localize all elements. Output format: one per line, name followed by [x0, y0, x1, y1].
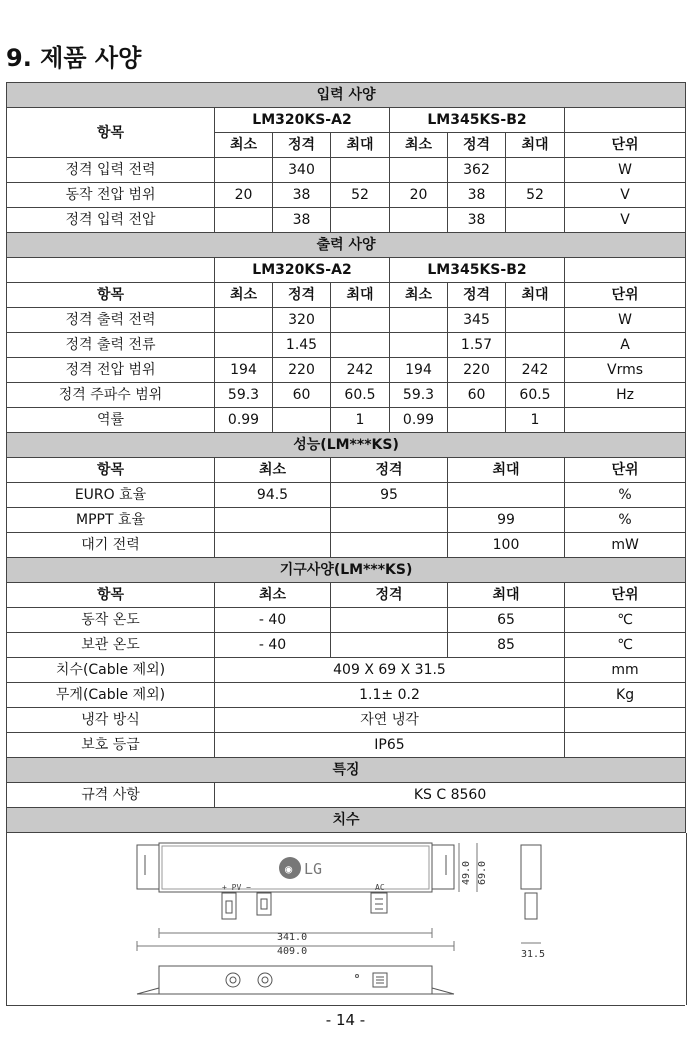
rated-value [331, 633, 448, 658]
header-max: 최대 [506, 283, 565, 308]
spec-table [6, 82, 686, 833]
section-features: 특징 [7, 758, 686, 783]
row-label: 보관 온도 [7, 633, 215, 658]
row-label: 역률 [7, 408, 215, 433]
header-item: 항목 [7, 283, 215, 308]
standard-value: KS C 8560 [215, 783, 686, 808]
model-a-value: 340 [273, 158, 331, 183]
header-rated: 정격 [448, 133, 506, 158]
table-row [7, 308, 686, 333]
model-b-value: 220 [448, 358, 506, 383]
model-b-value: 242 [506, 358, 565, 383]
table-row [7, 358, 686, 383]
model-b-value: 362 [448, 158, 506, 183]
table-row [7, 208, 686, 233]
header-rated: 정격 [448, 283, 506, 308]
unit-value: mW [565, 533, 686, 558]
row-label: 정격 주파수 범위 [7, 383, 215, 408]
model-a-value [331, 308, 390, 333]
table-row [7, 158, 686, 183]
model-a-value: 194 [215, 358, 273, 383]
row-label: 무게(Cable 제외) [7, 683, 215, 708]
table-row [7, 783, 686, 808]
unit-value: A [565, 333, 686, 358]
page-number: - 14 - [325, 1011, 366, 1029]
row-label: 정격 입력 전력 [7, 158, 215, 183]
model-b-value [390, 333, 448, 358]
model-b-value [506, 333, 565, 358]
row-label: 정격 출력 전류 [7, 333, 215, 358]
row-label: 동작 온도 [7, 608, 215, 633]
empty-cell [565, 258, 686, 283]
model-a-value: 60 [273, 383, 331, 408]
table-row [7, 383, 686, 408]
table-row [7, 483, 686, 508]
unit-value: % [565, 483, 686, 508]
row-label: 규격 사항 [7, 783, 215, 808]
unit-value: W [565, 308, 686, 333]
table-row [7, 533, 686, 558]
merged-value: 자연 냉각 [215, 708, 565, 733]
header-rated: 정격 [331, 458, 448, 483]
row-label: 대기 전력 [7, 533, 215, 558]
table-row [7, 408, 686, 433]
row-label: 보호 등급 [7, 733, 215, 758]
model-a-value [215, 208, 273, 233]
dimension-diagram [6, 833, 687, 1005]
table-row [7, 683, 686, 708]
model-a-value: 52 [331, 183, 390, 208]
row-label: 동작 전압 범위 [7, 183, 215, 208]
model-b-value [390, 308, 448, 333]
section-mechanical: 기구사양(LM***KS) [7, 558, 686, 583]
unit-value: ℃ [565, 633, 686, 658]
model-a-value: 38 [273, 183, 331, 208]
row-label: 정격 출력 전력 [7, 308, 215, 333]
page-title: 9. 제품 사양 [6, 44, 142, 72]
min-value: - 40 [215, 608, 331, 633]
header-max: 최대 [331, 283, 390, 308]
model-a-value [215, 333, 273, 358]
header-min: 최소 [215, 458, 331, 483]
model-b-value: 20 [390, 183, 448, 208]
model-a-value: 1 [331, 408, 390, 433]
merged-value: IP65 [215, 733, 565, 758]
rated-value [331, 508, 448, 533]
table-row [7, 458, 686, 483]
model-b-value: 60 [448, 383, 506, 408]
unit-value [565, 708, 686, 733]
model-b-value [506, 308, 565, 333]
unit-value: V [565, 208, 686, 233]
lg-logo-icon: ◉ [285, 862, 293, 876]
model-b-value: 59.3 [390, 383, 448, 408]
section-row [7, 808, 686, 833]
max-value: 99 [448, 508, 565, 533]
table-row [7, 333, 686, 358]
max-value [448, 483, 565, 508]
model-a-value: 20 [215, 183, 273, 208]
unit-value: ℃ [565, 608, 686, 633]
empty-cell [7, 258, 215, 283]
model-a-value: 38 [273, 208, 331, 233]
header-item: 항목 [7, 458, 215, 483]
min-value: 94.5 [215, 483, 331, 508]
model-b-value: 52 [506, 183, 565, 208]
unit-value: V [565, 183, 686, 208]
header-max: 최대 [331, 133, 390, 158]
row-label: EURO 효율 [7, 483, 215, 508]
ac-label: AC [375, 883, 385, 892]
header-unit: 단위 [565, 583, 686, 608]
max-value: 85 [448, 633, 565, 658]
model-a-value: 242 [331, 358, 390, 383]
model-a-value [331, 158, 390, 183]
height-b-label: 69.0 [477, 860, 488, 885]
model-b-value [506, 158, 565, 183]
section-output: 출력 사양 [7, 233, 686, 258]
table-row [7, 508, 686, 533]
right-flange [432, 845, 454, 889]
header-min: 최소 [215, 583, 331, 608]
table-row [7, 283, 686, 308]
table-row [7, 108, 686, 133]
table-bottom-rule [6, 1005, 685, 1006]
model-b-value [448, 408, 506, 433]
dimension-drawing [7, 833, 684, 1005]
section-row [7, 433, 686, 458]
unit-value [565, 408, 686, 433]
header-item: 항목 [7, 583, 215, 608]
header-min: 최소 [215, 133, 273, 158]
model-a-header: LM320KS-A2 [215, 108, 390, 133]
depth-label: 31.5 [521, 949, 546, 960]
unit-value: % [565, 508, 686, 533]
model-b-header: LM345KS-B2 [390, 258, 565, 283]
model-b-value [390, 208, 448, 233]
table-row [7, 658, 686, 683]
table-row [7, 183, 686, 208]
model-b-value [506, 208, 565, 233]
rated-value [331, 608, 448, 633]
model-b-value: 60.5 [506, 383, 565, 408]
header-max: 최대 [448, 458, 565, 483]
model-a-value [331, 208, 390, 233]
rated-value: 95 [331, 483, 448, 508]
header-item: 항목 [7, 108, 215, 158]
section-row [7, 233, 686, 258]
min-value [215, 533, 331, 558]
header-max: 최대 [448, 583, 565, 608]
unit-value [565, 733, 686, 758]
rated-value [331, 533, 448, 558]
model-a-value: 0.99 [215, 408, 273, 433]
model-a-value [215, 158, 273, 183]
header-unit: 단위 [565, 133, 686, 158]
header-rated: 정격 [331, 583, 448, 608]
max-value: 100 [448, 533, 565, 558]
model-b-value: 194 [390, 358, 448, 383]
header-unit: 단위 [565, 458, 686, 483]
header-min: 최소 [215, 283, 273, 308]
section-row [7, 558, 686, 583]
model-b-value: 1 [506, 408, 565, 433]
section-performance: 성능(LM***KS) [7, 433, 686, 458]
table-row [7, 633, 686, 658]
min-value [215, 508, 331, 533]
table-row [7, 708, 686, 733]
table-row [7, 733, 686, 758]
model-a-value: 1.45 [273, 333, 331, 358]
row-label: MPPT 효율 [7, 508, 215, 533]
section-row [7, 758, 686, 783]
header-min: 최소 [390, 133, 448, 158]
width-inner-label: 341.0 [277, 932, 308, 943]
model-a-value [273, 408, 331, 433]
model-a-value: 59.3 [215, 383, 273, 408]
model-b-value: 38 [448, 183, 506, 208]
header-min: 최소 [390, 283, 448, 308]
model-a-value [215, 308, 273, 333]
row-label: 정격 입력 전압 [7, 208, 215, 233]
model-a-value: 220 [273, 358, 331, 383]
model-a-value [331, 333, 390, 358]
table-row [7, 258, 686, 283]
model-a-header: LM320KS-A2 [215, 258, 390, 283]
section-input: 입력 사양 [7, 83, 686, 108]
header-max: 최대 [506, 133, 565, 158]
unit-value: Hz [565, 383, 686, 408]
model-b-value: 345 [448, 308, 506, 333]
model-b-header: LM345KS-B2 [390, 108, 565, 133]
model-a-value: 320 [273, 308, 331, 333]
row-label: 치수(Cable 제외) [7, 658, 215, 683]
max-value: 65 [448, 608, 565, 633]
width-outer-label: 409.0 [277, 946, 308, 957]
header-rated: 정격 [273, 283, 331, 308]
unit-value: Kg [565, 683, 686, 708]
header-unit: 단위 [565, 283, 686, 308]
lg-logo-text: LG [304, 860, 323, 878]
min-value: - 40 [215, 633, 331, 658]
table-row [7, 583, 686, 608]
model-b-value: 38 [448, 208, 506, 233]
unit-value: mm [565, 658, 686, 683]
unit-value: Vrms [565, 358, 686, 383]
model-a-value: 60.5 [331, 383, 390, 408]
empty-cell [565, 108, 686, 133]
height-a-label: 49.0 [461, 860, 472, 885]
merged-value: 1.1± 0.2 [215, 683, 565, 708]
model-b-value [390, 158, 448, 183]
section-dimensions: 치수 [7, 808, 686, 833]
pv-label: + PV − [222, 883, 251, 892]
table-row [7, 608, 686, 633]
unit-value: W [565, 158, 686, 183]
model-b-value: 1.57 [448, 333, 506, 358]
model-b-value: 0.99 [390, 408, 448, 433]
left-flange [137, 845, 159, 889]
row-label: 정격 전압 범위 [7, 358, 215, 383]
row-label: 냉각 방식 [7, 708, 215, 733]
section-row [7, 83, 686, 108]
header-rated: 정격 [273, 133, 331, 158]
merged-value: 409 X 69 X 31.5 [215, 658, 565, 683]
